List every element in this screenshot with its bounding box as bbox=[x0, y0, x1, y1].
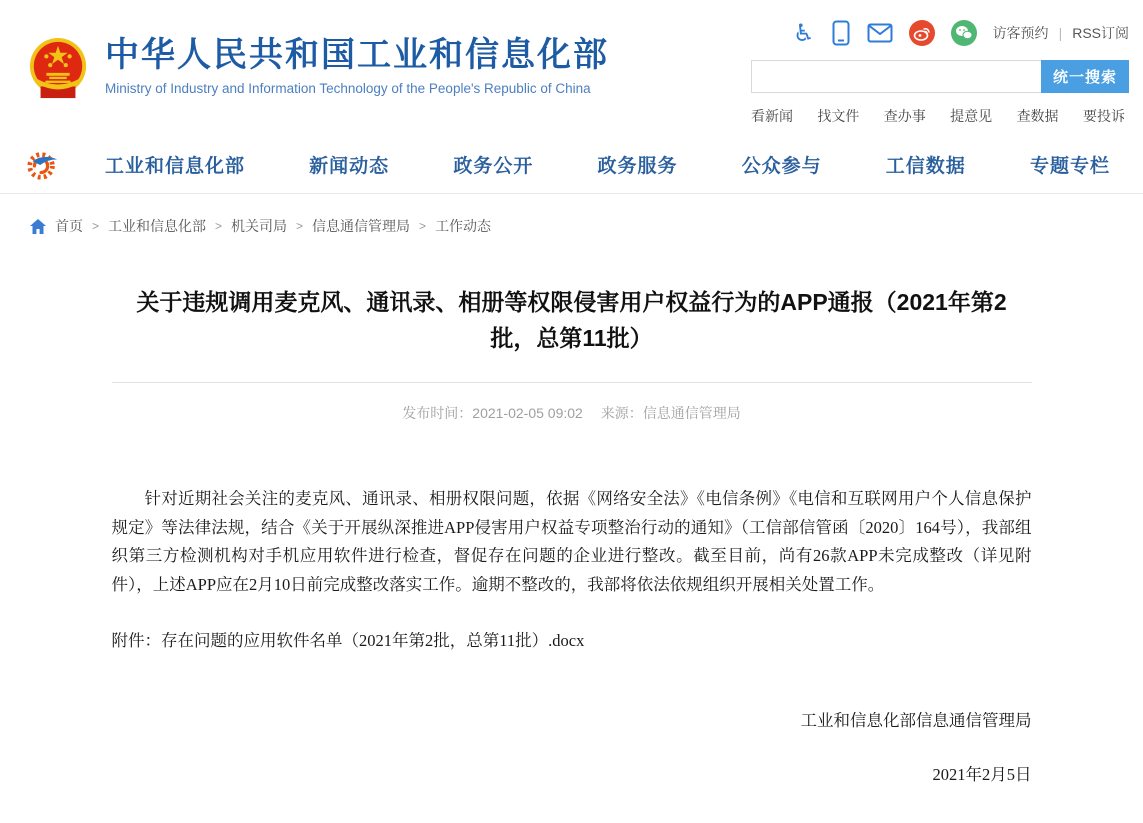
quick-link-complaints[interactable]: 要投诉 bbox=[1082, 108, 1125, 124]
quick-link-services[interactable]: 查办事 bbox=[883, 108, 926, 124]
article bbox=[112, 284, 1032, 785]
accessibility-icon[interactable]: ♿ bbox=[793, 19, 815, 47]
article-title: 关于违规调用麦克风、通讯录、相册等权限侵害用户权益行为的APP通报（2021年第2批，总第11批） bbox=[136, 289, 1007, 351]
visitor-appointment-link[interactable]: 访客预约 bbox=[992, 25, 1049, 41]
site-header bbox=[0, 0, 1143, 136]
nav-items bbox=[105, 151, 1110, 178]
article-signature: 工业和信息化部信息通信管理局 bbox=[800, 711, 1032, 730]
rss-link[interactable]: RSS订阅 bbox=[1072, 25, 1129, 41]
quick-link-suggestions[interactable]: 提意见 bbox=[950, 108, 993, 124]
breadcrumb-separator: > bbox=[92, 219, 100, 233]
top-links-divider: | bbox=[1058, 25, 1063, 41]
wechat-icon[interactable] bbox=[951, 20, 977, 46]
nav-item-industry-data[interactable]: 工信数据 bbox=[885, 156, 966, 177]
main-nav bbox=[0, 136, 1143, 194]
nav-item-special-columns[interactable]: 专题专栏 bbox=[1029, 156, 1110, 177]
article-meta bbox=[112, 403, 1032, 423]
breadcrumb-departments[interactable]: 机关司局 bbox=[231, 218, 288, 234]
breadcrumb-home[interactable]: 首页 bbox=[55, 218, 83, 234]
attachment-link[interactable]: 附件：存在问题的应用软件名单（2021年第2批，总第11批）.docx bbox=[111, 631, 585, 650]
article-date: 2021年2月5日 bbox=[932, 765, 1032, 784]
site-title: 中华人民共和国工业和信息化部 bbox=[105, 36, 609, 74]
search-bar bbox=[751, 60, 1129, 93]
top-links bbox=[993, 23, 1129, 43]
national-emblem-icon bbox=[27, 36, 89, 102]
breadcrumb-info-comm-bureau[interactable]: 信息通信管理局 bbox=[312, 218, 411, 234]
quick-link-data[interactable]: 查数据 bbox=[1016, 108, 1059, 124]
top-icon-row bbox=[751, 18, 1129, 48]
search-input[interactable] bbox=[751, 60, 1041, 93]
brand-text bbox=[105, 36, 609, 96]
breadcrumb-separator: > bbox=[296, 219, 304, 233]
quick-links bbox=[751, 106, 1129, 126]
breadcrumb bbox=[0, 194, 1143, 236]
article-paragraph: 针对近期社会关注的麦克风、通讯录、相册权限问题，依据《网络安全法》《电信条例》《电信和互联网用户个人信息保护规定》等法律法规，结合《关于开展纵深推进APP侵害用户权益专项整治行动的通知》（工信部信管函〔2020〕164号），我部组织第三方检测机构对手机应用软件进行检查，督促存在问题的企业进行整改。截至目前，尚有26款APP未完成整改（详见附件），上述APP应在2月10日前完成整改落实工作。逾期不整改的，我部将依法依规组织开展相关处置工作。 bbox=[111, 489, 1032, 594]
site-subtitle: Ministry of Industry and Information Technology of the People's Republic of China bbox=[105, 81, 591, 97]
quick-link-files[interactable]: 找文件 bbox=[817, 108, 860, 124]
home-icon bbox=[30, 219, 46, 234]
nav-item-gov-services[interactable]: 政务服务 bbox=[597, 156, 678, 177]
nav-item-miit[interactable]: 工业和信息化部 bbox=[105, 156, 246, 177]
attachment-line bbox=[112, 627, 1032, 651]
publish-time: 发布时间：2021-02-05 09:02 bbox=[402, 405, 583, 421]
quick-link-news[interactable]: 看新闻 bbox=[751, 108, 793, 124]
nav-item-public-participation[interactable]: 公众参与 bbox=[741, 156, 822, 177]
breadcrumb-miit[interactable]: 工业和信息化部 bbox=[108, 218, 207, 234]
search-button[interactable]: 统一搜索 bbox=[1041, 60, 1129, 93]
breadcrumb-separator: > bbox=[419, 219, 427, 233]
title-divider bbox=[112, 382, 1032, 383]
header-right bbox=[751, 14, 1129, 126]
mail-icon[interactable] bbox=[867, 23, 893, 43]
nav-item-news[interactable]: 新闻动态 bbox=[309, 156, 390, 177]
breadcrumb-work-updates[interactable]: 工作动态 bbox=[435, 218, 492, 234]
breadcrumb-separator: > bbox=[215, 219, 223, 233]
article-source: 来源：信息通信管理局 bbox=[600, 405, 741, 421]
weibo-icon[interactable] bbox=[909, 20, 935, 46]
brand bbox=[27, 14, 609, 126]
nav-item-gov-disclosure[interactable]: 政务公开 bbox=[453, 156, 534, 177]
miit-gear-logo-icon bbox=[25, 148, 59, 182]
mobile-icon[interactable] bbox=[831, 20, 851, 46]
